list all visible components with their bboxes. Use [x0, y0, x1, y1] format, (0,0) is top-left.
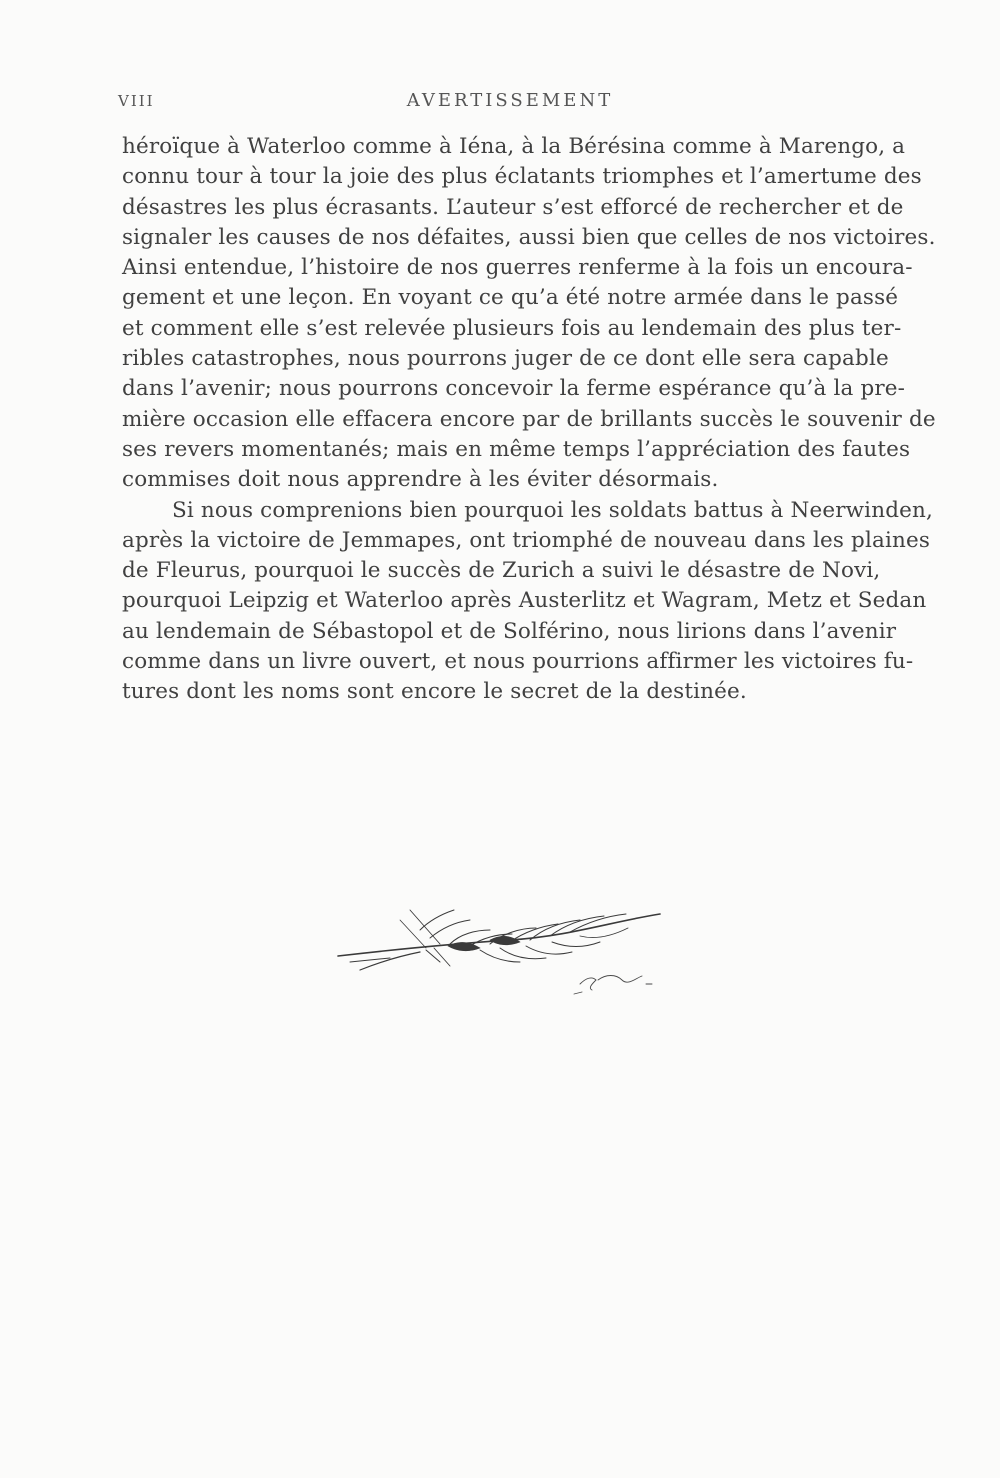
running-head: AVERTISSEMENT [406, 90, 614, 111]
body-text [122, 132, 936, 708]
text-line: tures dont les noms sont encore le secret de la destinée. [122, 679, 747, 705]
text-line: après la victoire de Jemmapes, ont triomphé de nouveau dans les plaines [122, 527, 931, 553]
text-line: héroïque à Waterloo comme à Iéna, à la Bérésina comme à Marengo, a [122, 134, 906, 159]
paragraph-2 [122, 496, 933, 708]
text-line: et comment elle s’est relevée plusieurs fois au lendemain des plus ter- [122, 315, 902, 341]
text-line: Si nous comprenions bien pourquoi les soldats battus à Neerwinden, [172, 497, 933, 523]
text-line: connu tour à tour la joie des plus éclatants triomphes et l’amertume des [122, 164, 922, 190]
text-line: ribles catastrophes, nous pourrons juger de ce dont elle sera capable [122, 346, 889, 372]
text-line: dans l’avenir; nous pourrons concevoir la ferme espérance qu’à la pre- [122, 376, 906, 402]
page-number: VIII [118, 92, 155, 110]
text-line: pourquoi Leipzig et Waterloo après Austerlitz et Wagram, Metz et Sedan [122, 588, 927, 614]
laurel-branch-vignette [330, 900, 670, 1010]
text-line: comme dans un livre ouvert, et nous pourrions affirmer les victoires fu- [122, 649, 914, 675]
text-line: de Fleurus, pourquoi le succès de Zurich a suivi le désastre de Novi, [122, 558, 881, 584]
text-line: signaler les causes de nos défaites, aussi bien que celles de nos victoires. [122, 224, 936, 250]
text-line: commises doit nous apprendre à les éviter désormais. [122, 467, 719, 493]
text-line: gement et une leçon. En voyant ce qu’a été notre armée dans le passé [122, 285, 899, 311]
text-line: ses revers momentanés; mais en même temps l’appréciation des fautes [122, 436, 911, 462]
paragraph-1 [122, 132, 936, 496]
text-line: Ainsi entendue, l’histoire de nos guerres renferme à la fois un encoura- [122, 255, 913, 281]
text-line: au lendemain de Sébastopol et de Solférino, nous lirions dans l’avenir [122, 618, 897, 644]
text-line: désastres les plus écrasants. L’auteur s’est efforcé de rechercher et de [122, 194, 904, 220]
text-line: mière occasion elle effacera encore par de brillants succès le souvenir de [122, 406, 936, 432]
